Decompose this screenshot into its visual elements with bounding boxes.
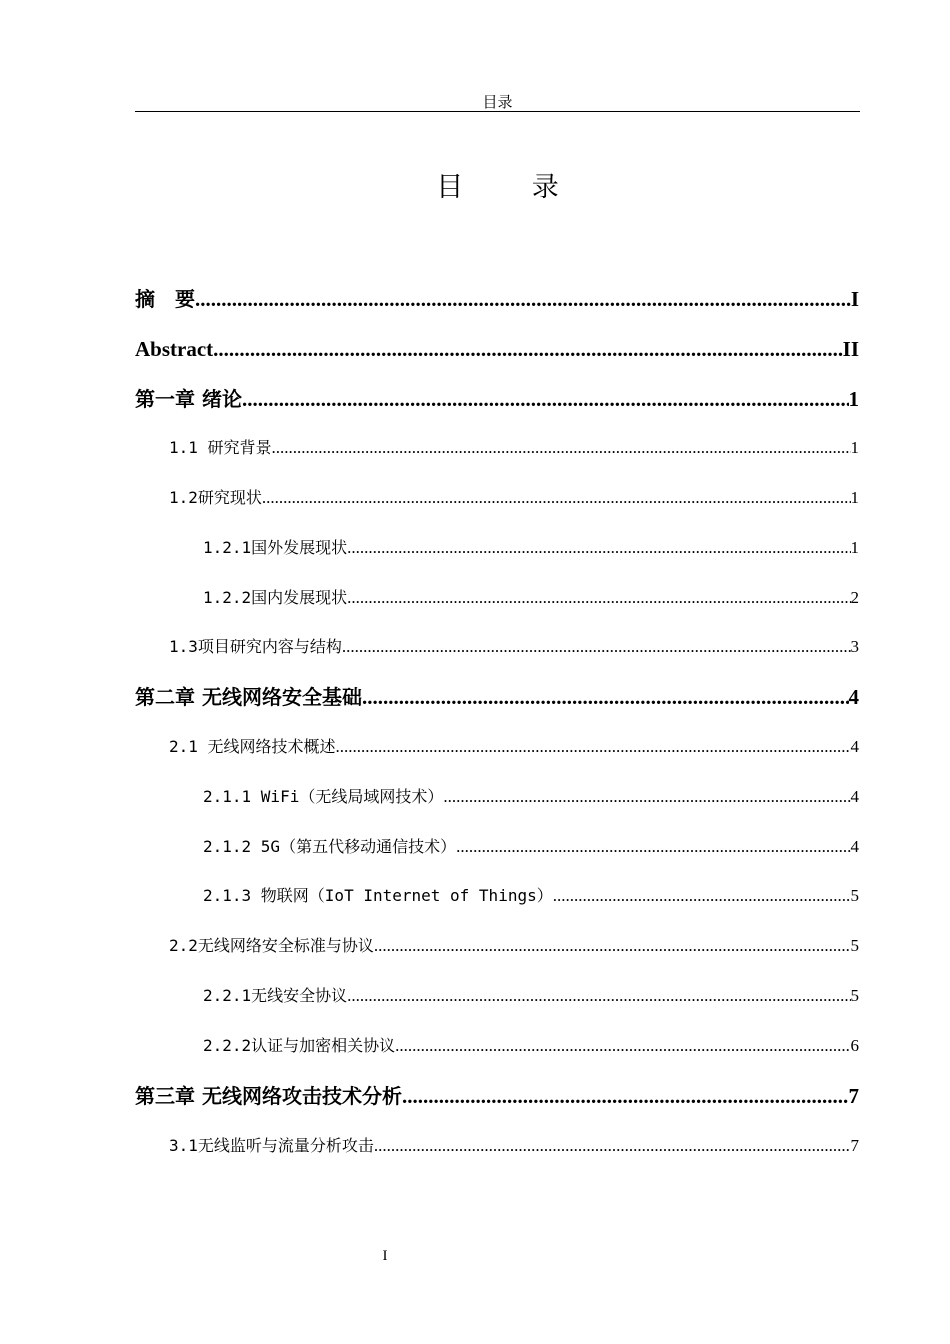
toc-entry-abstract-en[interactable] [135,334,859,364]
toc-leader-dots [374,933,851,959]
toc-leader-dots [456,834,850,860]
toc-entry-page: 3 [850,637,859,656]
toc-entry-label: 摘 要 [135,287,195,311]
toc-entry-label: 2.2无线网络安全标准与协议 [169,936,374,955]
toc-entry-page: II [842,337,859,361]
toc-entry-label: 第一章 绪论 [135,387,242,411]
toc-entry-label: 2.1.1 WiFi（无线局域网技术） [203,787,444,806]
toc-entry-label: 第三章 无线网络攻击技术分析 [135,1084,402,1108]
toc-entry-3-1[interactable] [169,1133,859,1159]
toc-entry-label: 2.2.2认证与加密相关协议 [203,1036,396,1055]
toc-entry-2-2-1[interactable] [203,983,859,1009]
toc-entry-page: 5 [850,986,859,1005]
toc-entry-page: 6 [850,1036,859,1055]
toc-entry-2-1[interactable] [169,734,859,760]
toc-entry-label: 2.1.2 5G（第五代移动通信技术） [203,837,457,856]
toc-entry-2-1-2[interactable] [203,834,859,860]
toc-leader-dots [242,384,849,414]
toc-entry-2-2[interactable] [169,933,859,959]
toc-entry-label: 1.2.1国外发展现状 [203,538,348,557]
toc-entry-page: 1 [850,438,859,457]
toc-leader-dots [402,1081,849,1111]
toc-entry-label: 第二章 无线网络安全基础 [135,685,362,709]
toc-entry-label: 2.1.3 物联网（IoT Internet of Things） [203,886,553,905]
toc-entry-page: 4 [850,737,859,756]
toc-entry-label: 1.1 研究背景 [169,438,272,457]
toc-entry-page: I [850,287,859,311]
toc-entry-page: 7 [850,1136,859,1155]
toc-entry-label: 1.3项目研究内容与结构 [169,637,342,656]
toc-entry-chapter-3[interactable] [135,1081,859,1111]
toc-entry-abstract-cn[interactable] [135,284,859,314]
toc-entry-page: 1 [848,387,859,411]
toc-leader-dots [395,1033,850,1059]
toc-entry-2-1-3[interactable] [203,883,859,909]
toc-entry-page: 5 [850,936,859,955]
toc-leader-dots [553,883,851,909]
toc-leader-dots [347,535,850,561]
toc-entry-chapter-1[interactable] [135,384,859,414]
toc-entry-label: 1.2.2国内发展现状 [203,588,348,607]
toc-entry-1-3[interactable] [169,634,859,660]
toc-entry-label: 2.2.1无线安全协议 [203,986,348,1005]
toc-title: 目 录 [436,172,589,203]
toc-entry-page: 4 [850,787,859,806]
toc-entry-chapter-2[interactable] [135,682,859,712]
toc-entry-label: 2.1 无线网络技术概述 [169,737,336,756]
toc-entry-2-2-2[interactable] [203,1033,859,1059]
toc-entry-page: 4 [848,685,859,709]
toc-entry-page: 1 [850,538,859,557]
footer-page-number: I [382,1248,388,1264]
page-header: 目录 [482,93,513,111]
toc-entry-1-2[interactable] [169,485,859,511]
toc-leader-dots [213,334,842,364]
toc-leader-dots [262,485,851,511]
toc-leader-dots [336,734,851,760]
toc-entry-label: 1.2研究现状 [169,488,262,507]
toc-leader-dots [347,585,850,611]
toc-leader-dots [374,1133,851,1159]
toc-entry-page: 5 [850,886,859,905]
toc-entry-1-2-1[interactable] [203,535,859,561]
toc-entry-label: 3.1无线监听与流量分析攻击 [169,1136,374,1155]
toc-entry-page: 1 [850,488,859,507]
toc-entry-page: 2 [850,588,859,607]
toc-leader-dots [272,435,851,461]
toc-entry-1-1[interactable] [169,435,859,461]
toc-entry-page: 7 [848,1084,859,1108]
toc-leader-dots [347,983,850,1009]
toc-entry-page: 4 [850,837,859,856]
toc-leader-dots [443,784,850,810]
toc-leader-dots [195,284,851,314]
toc-leader-dots [342,634,851,660]
toc-leader-dots [362,682,849,712]
toc-entry-label: Abstract [135,337,214,361]
toc-entry-1-2-2[interactable] [203,585,859,611]
toc-entry-2-1-1[interactable] [203,784,859,810]
